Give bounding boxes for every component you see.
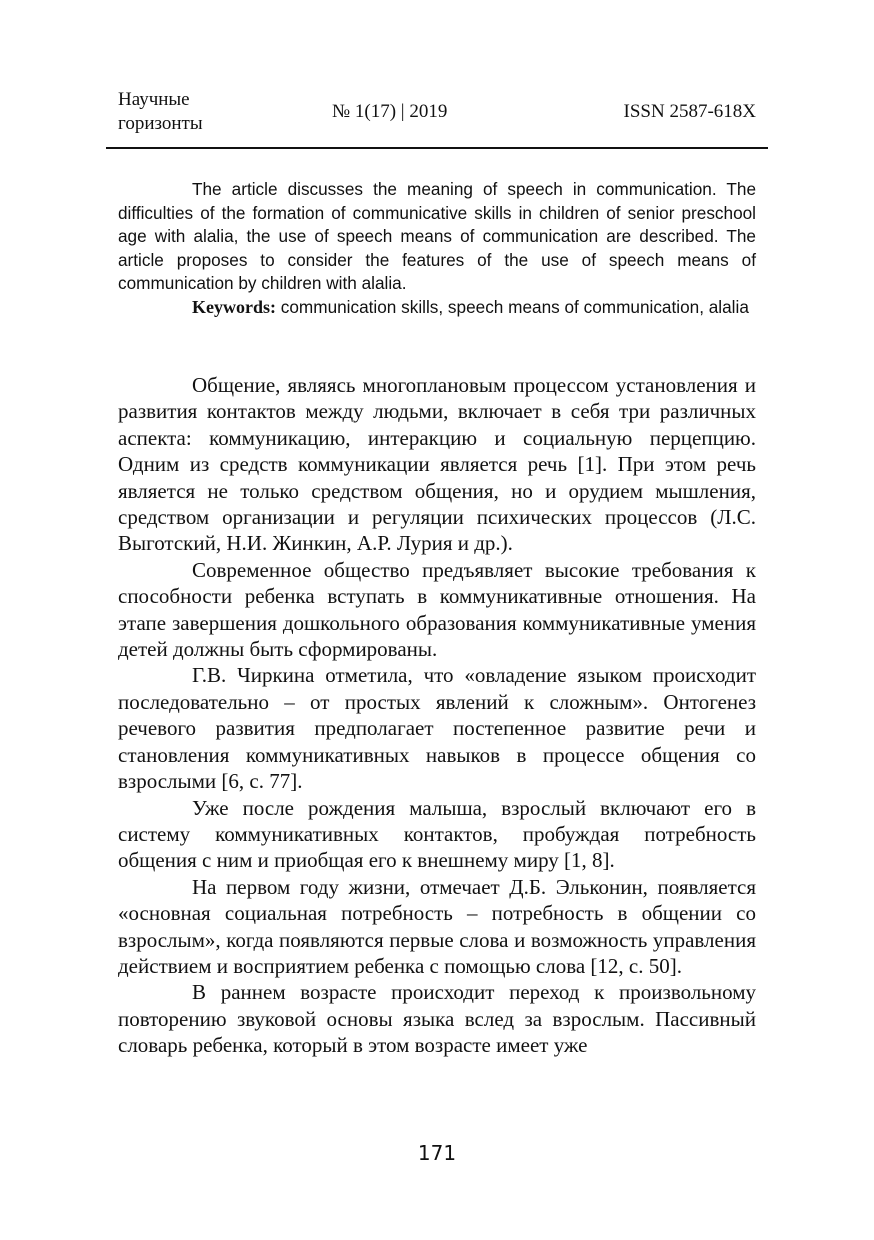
abstract-text: The article discusses the meaning of speech in communication. The difficulties of the formation of communicative skills in children of senior preschool age with alalia, the use of speech means of communication are described. The article proposes to consider the features of the use of speech means of communication by children with alalia.: [118, 179, 756, 294]
body-paragraph: На первом году жизни, отмечает Д.Б. Эльконин, появляется «основная социальная потребность – потребность в общении со взрослым», когда появляются первые слова и возможность управления действием и восприятием ребенка с помощью слова [12, с. 50].: [118, 874, 756, 978]
page-number: 171: [417, 1141, 457, 1165]
body-paragraph: Современное общество предъявляет высокие требования к способности ребенка вступать в коммуникативные отношения. На этапе завершения дошкольного образования коммуникативные умения детей должны быть сформированы.: [118, 557, 756, 662]
header-divider: [106, 147, 768, 149]
running-header: [118, 88, 756, 140]
body-paragraph: Г.В. Чиркина отметила, что «овладение языком происходит последовательно – от простых явлений к сложным». Онтогенез речевого развития предполагает постепенное развитие речи и становления коммуникативных навыков в процессе общения со взрослыми [6, с. 77].: [118, 663, 756, 794]
body-paragraph: Уже после рождения малыша, взрослый включают его в систему коммуникативных контактов, пробуждая потребность общения с ним и приобщая его к внешнему миру [1, 8].: [118, 795, 756, 873]
body-paragraph: Общение, являясь многоплановым процессом установления и развития контактов между людьми, включает в себя три различных аспекта: коммуникацию, интеракцию и социальную перцепцию. Одним из средств коммуникации является речь [1]. При этом речь является не только средством общения, но и орудием мышления, средством организации и регуляции психических процессов (Л.С. Выготский, Н.И. Жинкин, А.Р. Лурия и др.).: [118, 373, 756, 556]
issue-number: № 1(17) | 2019: [332, 101, 448, 122]
abstract: [118, 178, 756, 320]
body-paragraph: В раннем возрасте происходит переход к произвольному повторению звуковой основы языка вслед за взрослым. Пассивный словарь ребенка, который в этом возрасте имеет уже: [118, 980, 756, 1058]
issn-label: ISSN 2587-618X: [623, 101, 756, 122]
article-body: [118, 372, 756, 1059]
journal-title: Научные горизонты: [118, 89, 203, 134]
keywords-label: Keywords:: [192, 296, 276, 317]
keywords-text: communication skills, speech means of communication, alalia: [280, 296, 749, 317]
keywords-line: [118, 296, 756, 320]
